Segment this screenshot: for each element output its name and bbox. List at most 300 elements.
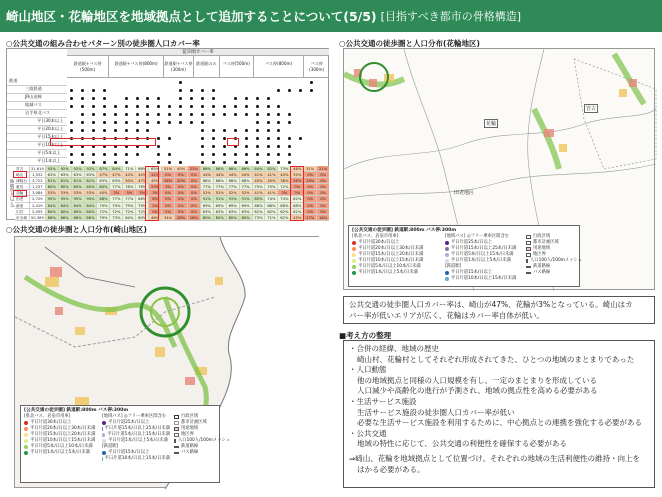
area-cell: 0% [174, 172, 187, 177]
thinking-line: 地域の特性に応じて、公共交通の利便性を確保する必要がある [357, 439, 567, 449]
area-cell: 88% [96, 196, 109, 201]
area-cell: 2,729 [29, 196, 45, 201]
pattern-dot [310, 81, 313, 84]
area-cell: 3% [122, 190, 135, 195]
pattern-dot [223, 145, 226, 148]
area-cell: 26% [303, 178, 316, 183]
railway-line [15, 297, 215, 347]
area-cell: 11% [148, 172, 161, 177]
area-cell: 0% [148, 209, 161, 214]
row-label: 岩手県北バス [7, 110, 67, 118]
area-cell: 66% [135, 196, 148, 201]
pattern-dot [267, 145, 270, 148]
area-cell: 26% [290, 178, 303, 183]
area-cell: 81% [71, 178, 84, 183]
area-cell: 78% [122, 184, 135, 189]
area-cell: 84% [252, 166, 265, 171]
area-cell: 69% [239, 203, 252, 208]
pattern-dot [245, 97, 248, 100]
area-cell: 75% [252, 184, 265, 189]
area-cell: 44% [213, 172, 226, 177]
area-cell: 44% [135, 172, 148, 177]
coverage-summary-note [343, 296, 655, 324]
legend-item: [鉄道駅] [444, 264, 462, 269]
pattern-dot-grid [67, 78, 329, 166]
pattern-dot [223, 113, 226, 116]
pattern-dot [92, 113, 95, 116]
row-label: 平日30本以上 [7, 118, 67, 126]
pattern-dot [157, 137, 160, 140]
highlight-box [227, 138, 239, 146]
pattern-dot [277, 145, 280, 148]
area-cell: 0% [316, 172, 329, 177]
area-cell: 82% [264, 166, 277, 171]
area-cell: 46% [148, 215, 161, 220]
area-cell: 0% [187, 196, 200, 201]
pattern-dot [81, 161, 84, 164]
row-label: 平日10本以上 [7, 142, 67, 150]
area-cell: 0% [174, 203, 187, 208]
area-cell: 62% [290, 196, 303, 201]
pattern-dot [157, 97, 160, 100]
area-cell: 63% [109, 178, 122, 183]
area-cell: 71% [122, 166, 135, 171]
pattern-dot [256, 137, 259, 140]
row-label: 鉄道 [7, 78, 67, 86]
area-cell: 63% [58, 172, 71, 177]
pattern-dot [179, 81, 182, 84]
thinking-line: ⇒崎山、花輪を地域拠点として位置づけ、それぞれの地域の生活利便性の維持・向上を [349, 453, 640, 463]
col-header: 鉄道駅+バス停(300m) [164, 56, 194, 77]
area-cell: 69% [226, 203, 239, 208]
legend-item: 人口100人/100mメッシュ [530, 258, 583, 263]
area-cell: 2% [148, 203, 161, 208]
thinking-line: ・生活サービス施設 [349, 396, 417, 406]
legend-item: 平日片道30本/日以上 [358, 240, 400, 245]
area-cell: 84% [58, 203, 71, 208]
pattern-dot [179, 105, 182, 108]
area-cell: 86% [45, 215, 58, 220]
area-cell: 38% [277, 178, 290, 183]
legend-item: 地区界 [533, 252, 546, 257]
pattern-dot [125, 121, 128, 124]
thinking-line: 人口減少や高齢化の進行が予測され、地域の拠点性を高める必要がある [357, 386, 598, 396]
row-label: 平日5本以上 [7, 150, 67, 158]
pattern-dot [168, 153, 171, 156]
pattern-dot [256, 105, 259, 108]
pattern-dot [81, 153, 84, 156]
pattern-dot [136, 113, 139, 116]
row-label: 地域バス [7, 102, 67, 110]
area-cell: 40% [96, 190, 109, 195]
legend-head: [県北バス、岩泉市用車] [352, 234, 399, 239]
area-cell: 77% [239, 184, 252, 189]
pattern-dot [223, 137, 226, 140]
area-cell: 77% [213, 184, 226, 189]
area-cell: 0% [303, 209, 316, 214]
area-cell: 77% [200, 184, 213, 189]
coverage-table-wrapper [6, 48, 329, 220]
area-cell: 72% [109, 209, 122, 214]
legend-item: 鉄道路線 [533, 264, 551, 269]
area-cell: 3,722 [29, 178, 45, 183]
hanawa-map-title: ○公共交通の徒歩圏と人口分布(花輪地区) [339, 39, 480, 48]
area-cell: 72% [122, 209, 135, 214]
col-header: バス停(800m) [254, 56, 305, 77]
pattern-dot [277, 161, 280, 164]
area-cell: 73% [277, 166, 290, 171]
pattern-dot [70, 129, 73, 132]
pattern-dot [212, 113, 215, 116]
pattern-dot [157, 153, 160, 156]
pattern-dot [157, 113, 160, 116]
area-cell: 0% [161, 209, 174, 214]
area-cell: 0% [187, 190, 200, 195]
pattern-dot [168, 161, 171, 164]
pattern-dot [299, 137, 302, 140]
pattern-dot [114, 113, 117, 116]
sakiyama-map-title: ○公共交通の徒歩圏と人口分布(崎山地区) [6, 225, 147, 234]
legend-item: 行政区域 [181, 414, 199, 419]
pattern-dot [201, 89, 204, 92]
pattern-dot [299, 89, 302, 92]
area-cell: 78% [135, 184, 148, 189]
pattern-dot [288, 137, 291, 140]
pattern-dot [267, 153, 270, 156]
pattern-dot [92, 161, 95, 164]
area-cell: 53% [84, 190, 97, 195]
area-cell: 45% [264, 178, 277, 183]
area-cell: 0% [316, 190, 329, 195]
area-name: 市全域 [16, 215, 28, 220]
area-cell: 8% [148, 196, 161, 201]
pattern-dot [223, 105, 226, 108]
legend-col [445, 234, 522, 282]
area-cell: 81% [45, 178, 58, 183]
area-cell: 80% [84, 209, 97, 214]
legend-item: 平日片道15本/日以上 [108, 450, 150, 455]
area-cell: 75% [264, 184, 277, 189]
area-cell: 64% [122, 215, 135, 220]
area-cell: 26% [161, 178, 174, 183]
area-cell: 68% [290, 203, 303, 208]
pattern-dot [179, 89, 182, 92]
area-cell: 3% [148, 190, 161, 195]
pattern-dot [201, 97, 204, 100]
pattern-dot [179, 121, 182, 124]
pattern-dot [234, 97, 237, 100]
pattern-dot [277, 153, 280, 156]
sakiyama-legend [20, 405, 231, 483]
pattern-dot [277, 113, 280, 116]
legend-item: 平日片道5本/日以上15本/日未満 [107, 432, 170, 437]
area-cell: 20% [174, 178, 187, 183]
pattern-dot [81, 113, 84, 116]
pattern-dot [245, 105, 248, 108]
area-cell: 0% [303, 190, 316, 195]
area-cell: 80% [213, 215, 226, 220]
area-cell: 52% [239, 190, 252, 195]
legend-item: 鉄道路線 [181, 444, 199, 449]
area-cell: 2,055 [29, 209, 45, 214]
highlight-box [290, 166, 304, 221]
pattern-dot [201, 145, 204, 148]
area-cell: 0% [316, 196, 329, 201]
area-cell: 47% [109, 172, 122, 177]
thinking-box [343, 340, 655, 488]
pattern-dot [103, 129, 106, 132]
pattern-dot [201, 105, 204, 108]
pattern-dot [190, 113, 193, 116]
area-cell: 0% [303, 203, 316, 208]
area-cell: 52% [213, 190, 226, 195]
pattern-dot [212, 137, 215, 140]
legend-item: 平日片道15本/日以上20本/日未満 [30, 432, 96, 437]
area-cell: 85% [252, 196, 265, 201]
area-cell: 80% [200, 215, 213, 220]
pattern-dot [288, 161, 291, 164]
area-cell: 62% [252, 209, 265, 214]
area-cell: 95% [45, 196, 58, 201]
row-label: JR山田線 [7, 94, 67, 102]
area-cell: 72% [135, 209, 148, 214]
area-cell: 3% [135, 190, 148, 195]
pattern-dot [201, 113, 204, 116]
pattern-dot [256, 145, 259, 148]
pattern-dot [103, 153, 106, 156]
area-cell: 91% [239, 196, 252, 201]
pattern-dot [157, 145, 160, 148]
area-cell: 0% [316, 178, 329, 183]
area-cell: 80% [96, 184, 109, 189]
area-cell: 63% [71, 172, 84, 177]
pattern-dot [288, 113, 291, 116]
area-cell: 44% [226, 172, 239, 177]
pattern-dot [234, 161, 237, 164]
legend-item: 平日片道10本/日以上15本/日未満 [30, 438, 96, 443]
page-title: 崎山地区・花輪地区を地域拠点として追加することについて(5/5) [6, 9, 377, 24]
pattern-dot [103, 89, 106, 92]
thinking-line: ・人口動態 [349, 365, 387, 375]
area-cell: 77% [226, 184, 239, 189]
legend-item: 平日片道25本/日以上 [450, 240, 493, 245]
pattern-dot [136, 129, 139, 132]
legend-item: 平日片道20本/日以上30本/日未満 [358, 246, 424, 251]
pattern-dot [201, 153, 204, 156]
pattern-dot [212, 97, 215, 100]
area-cell: 34% [161, 215, 174, 220]
pattern-dot [267, 97, 270, 100]
pattern-dot [103, 105, 106, 108]
pattern-dot [267, 105, 270, 108]
pattern-dot [168, 105, 171, 108]
area-cell: 0% [303, 172, 316, 177]
area-cell: 68% [213, 178, 226, 183]
area-cell: 44% [239, 172, 252, 177]
area-cell: 60% [135, 215, 148, 220]
row-label: 平日20本以上 [7, 126, 67, 134]
area-cell: 92% [58, 166, 71, 171]
legend-item: 平日片道1本/日以上5本/日未満 [30, 450, 90, 455]
pattern-dot [146, 97, 149, 100]
pattern-dot [245, 145, 248, 148]
legend-head: [地域バス] ◎フリー乗車区間含む [102, 414, 167, 419]
area-rows-body [15, 166, 329, 221]
area-cell: 91% [226, 196, 239, 201]
pattern-dot [201, 161, 204, 164]
area-cell: 0% [174, 196, 187, 201]
area-cell: 1,237 [29, 184, 45, 189]
area-cell: 86% [226, 166, 239, 171]
highlight-box [13, 171, 27, 178]
pattern-dot [256, 129, 259, 132]
pattern-dot [234, 113, 237, 116]
area-cell: 47% [96, 172, 109, 177]
area-cell: 86% [71, 215, 84, 220]
pattern-dot [114, 161, 117, 164]
pattern-dot [245, 129, 248, 132]
legend-item: 平日片道10本/日以上15本/日未満 [104, 456, 170, 461]
area-cell: 31,619 [30, 167, 44, 171]
area-cell: 0% [187, 172, 200, 177]
pattern-dot [114, 105, 117, 108]
pattern-dot [190, 89, 193, 92]
pattern-dot [288, 145, 291, 148]
pattern-dot [212, 145, 215, 148]
table-section-title: ○公共交通の組み合わせパターン別の徒歩圏人口カバー率 [6, 39, 200, 48]
area-cell: 80% [58, 184, 71, 189]
col-header: 鉄道駅+バス停(800m) [109, 56, 164, 77]
pattern-dot [267, 129, 270, 132]
legend-item: 平日片道5本/日以上10本/日未満 [30, 444, 93, 449]
area-cell: 44% [122, 172, 135, 177]
pattern-dot [81, 89, 84, 92]
pattern-dot [92, 97, 95, 100]
area-cell: 62% [277, 209, 290, 214]
area-cell: 80% [58, 209, 71, 214]
pattern-dot [256, 113, 259, 116]
pattern-dot [223, 153, 226, 156]
pattern-dot [125, 97, 128, 100]
area-cell: 0% [316, 203, 329, 208]
pattern-dot [125, 161, 128, 164]
area-cell: 84% [45, 203, 58, 208]
legend-item: 平日片道1本/日以上5本/日未満 [358, 270, 418, 275]
area-cell: 79% [135, 203, 148, 208]
area-cell: 16% [187, 215, 200, 220]
area-cell: 63% [96, 178, 109, 183]
pattern-dot [125, 113, 128, 116]
pattern-dot [223, 161, 226, 164]
pattern-dot [201, 129, 204, 132]
area-cell: 68% [239, 178, 252, 183]
thinking-line: 必要な生活サービス施設を利用するために、中心拠点との連携を強化する必要がある [357, 418, 642, 428]
pattern-dot [114, 129, 117, 132]
pattern-dot [168, 113, 171, 116]
pattern-dot [190, 97, 193, 100]
page-header [0, 0, 662, 32]
area-cell: 0% [187, 209, 200, 214]
pattern-dot [168, 137, 171, 140]
highlight-box [145, 166, 159, 221]
pattern-dot [267, 121, 270, 124]
pattern-dot [179, 97, 182, 100]
pattern-dot [267, 113, 270, 116]
area-cell: 79% [109, 203, 122, 208]
pattern-dot [179, 161, 182, 164]
area-cell: 71% [264, 215, 277, 220]
area-cell: 23% [148, 184, 161, 189]
area-cell: 73% [109, 215, 122, 220]
area-cell: 40% [174, 166, 187, 171]
area-cell: 69% [200, 203, 213, 208]
pattern-dot [92, 89, 95, 92]
area-cell: 80% [239, 215, 252, 220]
area-cell: 62% [264, 209, 277, 214]
legend-col [174, 414, 231, 462]
pattern-dot [288, 89, 291, 92]
pattern-dot [81, 129, 84, 132]
pattern-dot [81, 121, 84, 124]
area-cell: 35% [290, 172, 303, 177]
area-cell: 0% [316, 209, 329, 214]
col-header: バス停(500m) [220, 56, 254, 77]
area-cell: 79% [96, 203, 109, 208]
area-cell: 41% [252, 172, 265, 177]
area-cell: 27% [303, 215, 316, 220]
area-cell: 0% [290, 184, 303, 189]
area-cell: 3% [109, 190, 122, 195]
area-cell: 45% [148, 178, 161, 183]
legend-col [526, 234, 583, 282]
legend-head: [県北バス、岩泉市用車] [24, 414, 71, 419]
area-cell: 95% [58, 196, 71, 201]
row-label-column [7, 78, 67, 166]
legend-item: 平日片道5本/日以上10本/日未満 [358, 264, 421, 269]
pattern-dot [70, 97, 73, 100]
pattern-dot [81, 105, 84, 108]
area-cell: 47% [135, 178, 148, 183]
area-cell: 66% [135, 166, 148, 171]
page-subtitle: [目指すべき都市の骨格構造] [380, 10, 522, 23]
walking-coverage-bands [344, 54, 644, 169]
area-cell: 31% [303, 166, 316, 171]
legend-item: 平日片道30本/日以上 [30, 420, 72, 425]
pattern-dot [256, 161, 259, 164]
row-label: 平日1本以上 [7, 158, 67, 166]
pattern-dot [212, 89, 215, 92]
area-name: 重茂 [15, 184, 29, 189]
pattern-dot [277, 105, 280, 108]
area-cell: 0% [161, 172, 174, 177]
thinking-line: ・合併の経緯、地域の歴史 [349, 344, 439, 353]
pattern-dot [212, 105, 215, 108]
pattern-dot [70, 161, 73, 164]
place-label: 花輪 [486, 121, 497, 127]
pattern-dot [288, 153, 291, 156]
legend-title: [公共交通の徒歩圏] 鉄道駅:800m バス停:300m [352, 228, 457, 233]
pattern-dot [256, 153, 259, 156]
legend-item: 用途地域 [181, 426, 199, 431]
area-cell: 62% [290, 209, 303, 214]
area-row [15, 215, 329, 221]
area-cell: 68% [200, 178, 213, 183]
area-cell: 0% [174, 209, 187, 214]
pattern-dot [92, 121, 95, 124]
legend-item: 平日片道15本/日以上 [450, 270, 493, 275]
pattern-dot [190, 105, 193, 108]
pattern-dot [103, 161, 106, 164]
